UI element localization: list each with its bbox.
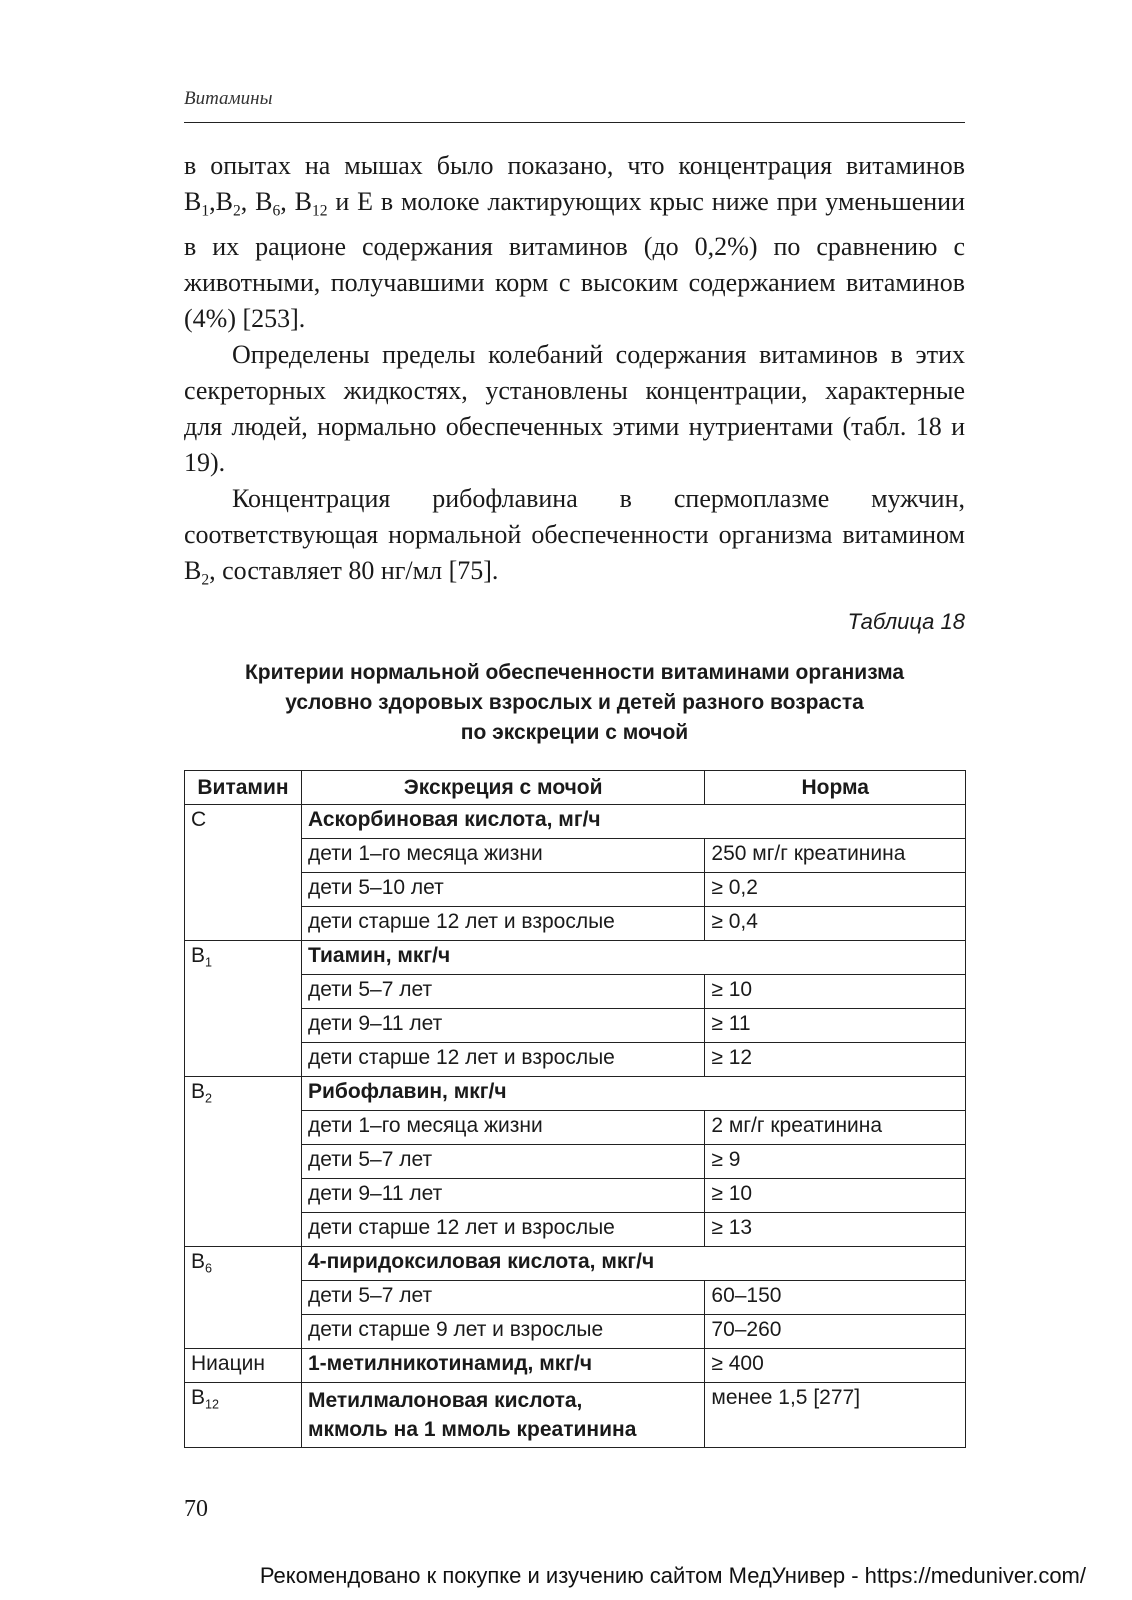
table-row <box>185 839 966 873</box>
paragraph-2: Определены пределы колебаний содержания витаминов в этих секреторных жидкостях, установлены концентрации, характерные для людей, нормально обеспеченных этими нутриентами (табл. 18 и 19). <box>184 340 965 478</box>
age-group-cell: дети 5–7 лет <box>301 1281 704 1315</box>
age-group-cell: дети 5–7 лет <box>301 975 704 1009</box>
body-text <box>184 148 965 599</box>
indicator-title: 4-пиридоксиловая кислота, мкг/ч <box>301 1247 965 1281</box>
table-title <box>184 658 965 748</box>
table-row <box>185 1315 966 1349</box>
norm-cell: 2 мг/г креатинина <box>705 1111 966 1145</box>
footer-watermark: Рекомендовано к покупке и изучению сайтом МедУнивер - https://meduniver.com/ <box>259 1563 1086 1588</box>
norm-cell: ≥ 10 <box>705 1179 966 1213</box>
norm-cell: ≥ 12 <box>705 1043 966 1077</box>
age-group-cell: дети 9–11 лет <box>301 1179 704 1213</box>
indicator-title: Аскорбиновая кислота, мг/ч <box>301 805 965 839</box>
table-row <box>185 805 966 839</box>
table-row <box>185 1247 966 1281</box>
header-excretion: Экскреция с мочой <box>301 771 704 805</box>
table-title-line: по экскреции с мочой <box>460 721 689 744</box>
table-row <box>185 1213 966 1247</box>
norm-cell: ≥ 400 <box>705 1349 966 1383</box>
vitamin-cell: $В_2$ <box>185 1077 302 1111</box>
norm-cell: ≥ 0,2 <box>705 873 966 907</box>
table-row <box>185 1077 966 1111</box>
age-group-cell: дети 9–11 лет <box>301 1009 704 1043</box>
table-title-line: условно здоровых взрослых и детей разного возраста <box>285 691 864 714</box>
table-row <box>185 1111 966 1145</box>
table-row <box>185 1179 966 1213</box>
header-vitamin: Витамин <box>185 771 302 805</box>
norm-cell: ≥ 10 <box>705 975 966 1009</box>
table-label: Таблица 18 <box>847 609 965 634</box>
table-row <box>185 1145 966 1179</box>
vitamin-norms-table <box>184 770 966 1448</box>
age-group-cell: дети 1–го месяца жизни <box>301 1111 704 1145</box>
table-row <box>185 1383 966 1448</box>
table-row <box>185 1009 966 1043</box>
age-group-cell: дети старше 12 лет и взрослые <box>301 1043 704 1077</box>
paragraph-3: Концентрация рибофлавина в спермоплазме мужчин, соответствующая нормальной обеспеченности организма витамином $В_2$, составляет 80 нг/мл [75]. <box>184 484 965 589</box>
page-number: 70 <box>184 1496 208 1522</box>
running-head: Витамины <box>184 88 273 109</box>
age-group-cell: дети 5–10 лет <box>301 873 704 907</box>
table-row <box>185 907 966 941</box>
vitamin-cell: $В_{12}$ <box>185 1383 302 1448</box>
table-row <box>185 1043 966 1077</box>
indicator-title: Тиамин, мкг/ч <box>301 941 965 975</box>
norm-cell: ≥ 11 <box>705 1009 966 1043</box>
age-group-cell: дети старше 12 лет и взрослые <box>301 1213 704 1247</box>
indicator-title: Рибофлавин, мкг/ч <box>301 1077 965 1111</box>
norm-cell: ≥ 13 <box>705 1213 966 1247</box>
age-group-cell: дети 1–го месяца жизни <box>301 839 704 873</box>
norm-cell: 60–150 <box>705 1281 966 1315</box>
age-group-cell: дети 5–7 лет <box>301 1145 704 1179</box>
table-row <box>185 873 966 907</box>
table-row <box>185 941 966 975</box>
norm-cell: ≥ 9 <box>705 1145 966 1179</box>
norm-cell: ≥ 0,4 <box>705 907 966 941</box>
norm-cell: менее 1,5 [277] <box>705 1383 966 1448</box>
vitamin-cell: Ниацин <box>185 1349 302 1383</box>
vitamin-cell: С <box>185 805 302 839</box>
vitamin-cell: $В_6$ <box>185 1247 302 1281</box>
table-row <box>185 1281 966 1315</box>
age-group-cell: дети старше 9 лет и взрослые <box>301 1315 704 1349</box>
header-norm: Норма <box>705 771 966 805</box>
table-row <box>185 1349 966 1383</box>
indicator-title: 1-метилникотинамид, мкг/ч <box>301 1349 704 1383</box>
norm-cell: 70–260 <box>705 1315 966 1349</box>
table-row <box>185 975 966 1009</box>
indicator-title: Метилмалоновая кислота, мкмоль на 1 ммоль креатинина <box>301 1383 704 1448</box>
table-header-row <box>185 771 966 805</box>
age-group-cell: дети старше 12 лет и взрослые <box>301 907 704 941</box>
table-title-line: Критерии нормальной обеспеченности витаминами организма <box>244 661 905 684</box>
paragraph-1: в опытах на мышах было показано, что концентрация витаминов $В_1,В_2$, $В_6$, $В_{12}$ и Е в молоке лактирующих крыс ниже при уменьшении в их рационе содержания витаминов (до 0,2%) по сравнению с животными, получавшими корм с высоким содержанием витаминов (4%) [253]. <box>184 151 966 334</box>
vitamin-cell: $В_1$ <box>185 941 302 975</box>
norm-cell: 250 мг/г креатинина <box>705 839 966 873</box>
header-rule <box>184 122 965 123</box>
